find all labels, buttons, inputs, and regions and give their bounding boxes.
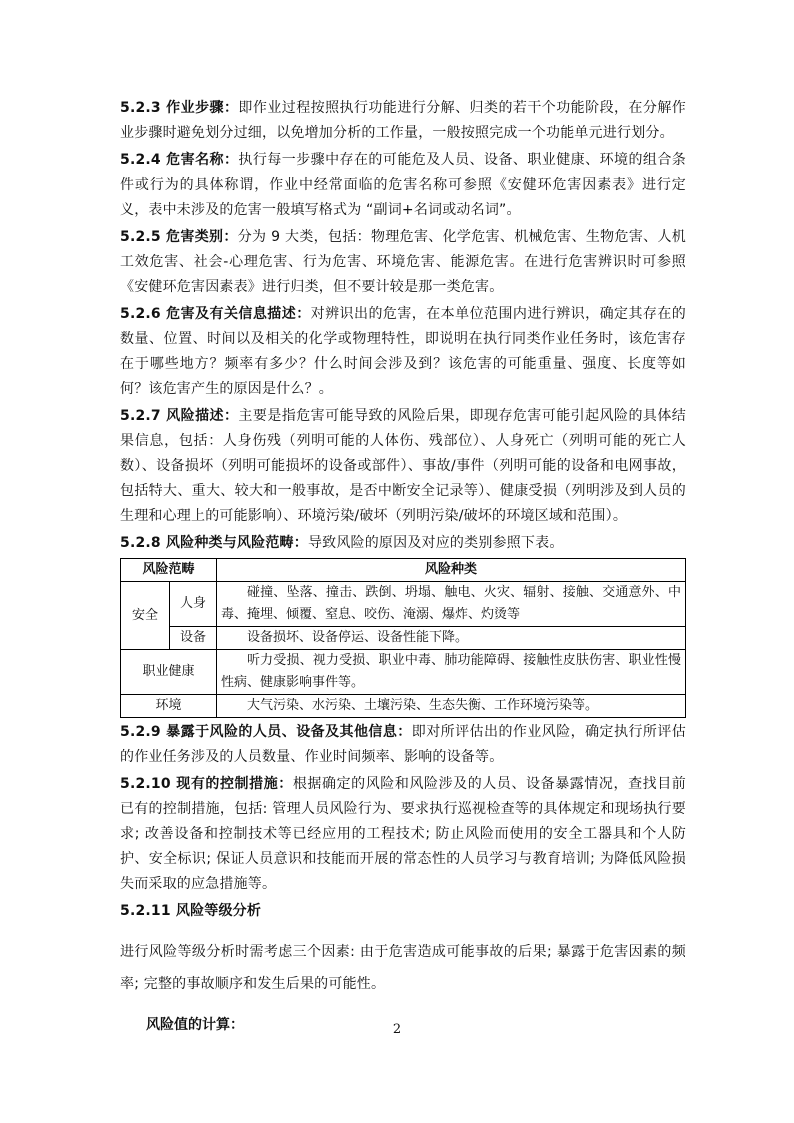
header-risk-scope: 风险范畴	[121, 559, 217, 582]
section-5-2-3	[120, 96, 686, 146]
cell-safety: 安全	[121, 582, 170, 650]
section-text: 即对所评估出的作业风险，确定执行所评估的作业任务涉及的人员数量、作业时间频率、影响的设备等。	[120, 724, 686, 765]
section-text: 分为 9 大类，包括：物理危害、化学危害、机械危害、生物危害、人机工效危害、社会-心理危害、行为危害、环境危害、能源危害。在进行危害辨识时可参照《安健环危害因素表》进行归类，但不要计较是那一类危害。	[120, 229, 687, 295]
section-5-2-8	[120, 531, 686, 556]
section-5-2-9	[120, 720, 686, 770]
section-heading: 5.2.4 危害名称：	[120, 152, 239, 168]
section-heading: 5.2.7 风险描述：	[120, 408, 239, 424]
section-heading: 5.2.6 危害及有关信息描述：	[120, 306, 311, 322]
risk-category-table	[120, 558, 686, 718]
section-text: 导致风险的原因及对应的类别参照下表。	[307, 535, 564, 551]
section-5-2-11-heading: 5.2.11 风险等级分析	[120, 903, 262, 919]
section-text: 执行每一步骤中存在的可能危及人员、设备、职业健康、环境的组合条件或行为的具体称谓，作业中经常面临的危害名称可参照《安健环危害因素表》进行定义，表中未涉及的危害一般填写格式为 “副词+名词或动名词”。	[120, 152, 687, 218]
table-row	[121, 650, 686, 695]
risk-value-calc-label: 风险值的计算：	[146, 1017, 244, 1033]
section-heading: 5.2.5 危害类别：	[120, 229, 238, 245]
cell-equipment-kinds: 设备损坏、设备停运、设备性能下降。	[217, 627, 686, 650]
section-text: 对辨识出的危害，在本单位范围内进行辨识，确定其存在的数量、位置、时间以及相关的化学或物理特性，即说明在执行同类作业任务时，该危害存在于哪些地方？频率有多少？什么时间会涉及到？该危害的可能重量、强度、长度等如何？该危害产生的原因是什么？。	[120, 306, 687, 397]
page-number: 2	[392, 1022, 402, 1037]
cell-health: 职业健康	[121, 650, 217, 695]
cell-person: 人身	[170, 582, 217, 627]
section-heading: 5.2.10 现有的控制措施：	[120, 776, 293, 792]
table-header-row	[121, 559, 686, 582]
section-5-2-4	[120, 148, 686, 223]
cell-person-kinds: 碰撞、坠落、撞击、跌倒、坍塌、触电、火灾、辐射、接触、交通意外、中毒、掩埋、倾覆、窒息、咬伤、淹溺、爆炸、灼烫等	[217, 582, 686, 627]
cell-env: 环境	[121, 695, 217, 718]
table-row	[121, 695, 686, 718]
cell-health-kinds: 听力受损、视力受损、职业中毒、肺功能障碍、接触性皮肤伤害、职业性慢性病、健康影响事件等。	[217, 650, 686, 695]
section-5-2-11-text: 进行风险等级分析时需考虑三个因素: 由于危害造成可能事故的后果; 暴露于危害因素的频率; 完整的事故顺序和发生后果的可能性。	[120, 944, 686, 992]
cell-env-kinds: 大气污染、水污染、土壤污染、生态失衡、工作环境污染等。	[217, 695, 686, 718]
section-text: 根据确定的风险和风险涉及的人员、设备暴露情况，查找目前已有的控制措施，包括: 管理人员风险行为、要求执行巡视检查等的具体规定和现场执行要求; 改善设备和控制技术等已经应用的工程技术; 防止风险而使用的安全工器具和个人防护、安全标识; 保证人员意识和技能而开展的常态性的人员学习与教育培训; 为降低风险损失而采取的应急措施等。	[120, 776, 686, 892]
section-heading: 5.2.3 作业步骤：	[120, 100, 239, 116]
table-row	[121, 582, 686, 627]
table-row	[121, 627, 686, 650]
section-heading: 5.2.9 暴露于风险的人员、设备及其他信息：	[120, 724, 412, 740]
section-5-2-5	[120, 225, 686, 300]
section-5-2-6	[120, 302, 686, 402]
section-5-2-7	[120, 404, 686, 529]
header-risk-kind: 风险种类	[217, 559, 686, 582]
page-content	[120, 96, 686, 1034]
section-text: 即作业过程按照执行功能进行分解、归类的若干个功能阶段，在分解作业步骤时避免划分过细，以免增加分析的工作量，一般按照完成一个功能单元进行划分。	[120, 100, 687, 141]
cell-equipment: 设备	[170, 627, 217, 650]
section-5-2-10	[120, 772, 686, 897]
section-heading: 5.2.8 风险种类与风险范畴：	[120, 535, 308, 551]
section-text: 主要是指危害可能导致的风险后果，即现存危害可能引起风险的具体结果信息，包括：人身伤残（列明可能的人体伤、残部位）、人身死亡（列明可能的死亡人数）、设备损坏（列明可能损坏的设备或部件）、事故/事件（列明可能的设备和电网事故，包括特大、重大、较大和一般事故，是否中断安全记录等）、健康受损（列明涉及到人员的生理和心理上的可能影响）、环境污染/破坏（列明污染/破坏的环境区域和范围）。	[120, 408, 687, 524]
spacer	[120, 926, 686, 936]
